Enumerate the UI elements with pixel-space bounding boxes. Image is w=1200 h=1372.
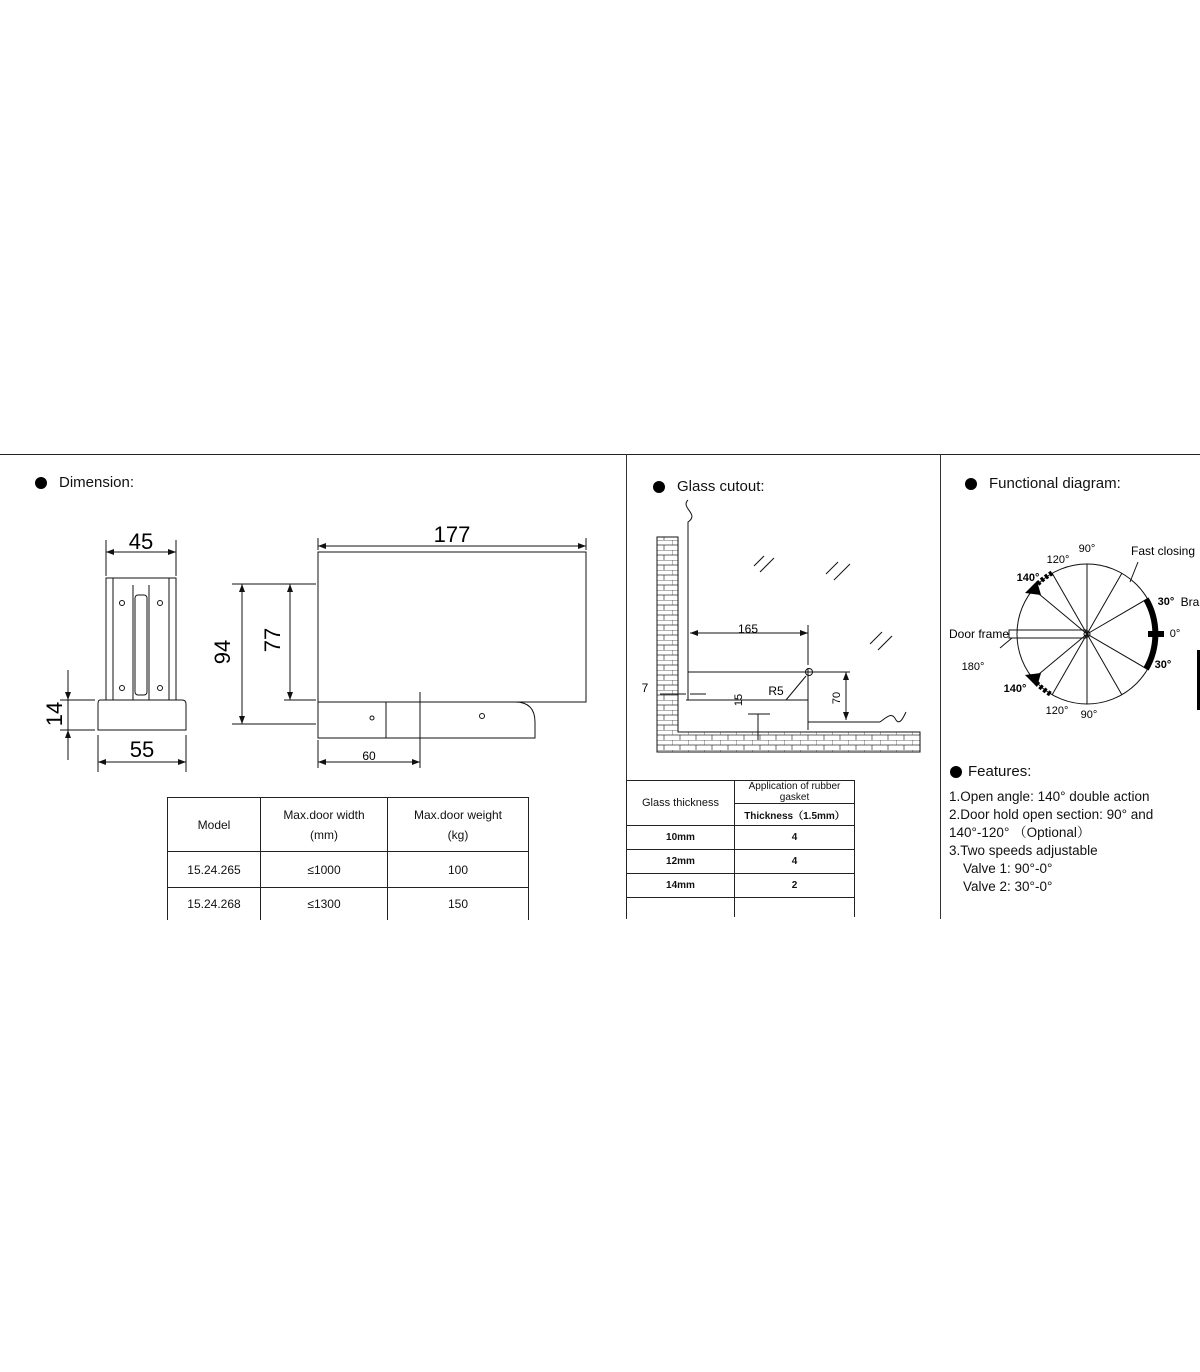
front-base [98, 700, 186, 730]
angle-90-top: 90° [1078, 543, 1096, 555]
side-body [318, 552, 586, 702]
door-frame-bar [1009, 630, 1087, 638]
door-frame-label: Door frame [948, 627, 1010, 641]
features-heading [950, 763, 1031, 780]
model-cell: 15.24.268 [168, 888, 261, 920]
model-table [167, 797, 529, 920]
angle-140-top: 140° [1016, 572, 1040, 584]
dim-77-label: 77 [260, 627, 285, 653]
gasket-cell: 4 [735, 850, 855, 874]
dim-177-label: 177 [433, 522, 471, 547]
cutout-165-label: 165 [737, 622, 759, 636]
dim-94-label: 94 [210, 639, 235, 665]
angle-180: 180° [961, 661, 985, 673]
angle-120-bottom: 120° [1045, 705, 1069, 717]
weight-cell: 100 [388, 852, 529, 888]
angle-0: 0° [1169, 628, 1181, 640]
glass-cell: 12mm [627, 850, 735, 874]
cutout-title: Glass cutout: [677, 478, 765, 495]
features-title: Features: [968, 763, 1032, 780]
gasket-cell: 4 [735, 826, 855, 850]
weight-header-label: Max.door weight [413, 807, 503, 822]
glass-cutout-drawing [628, 495, 938, 760]
width-header-unit: (mm) [310, 827, 338, 842]
width-header [261, 798, 388, 852]
gasket-subheader: Thickness（1.5mm） [735, 804, 855, 826]
dim-14-label: 14 [42, 701, 67, 727]
functional-title: Functional diagram: [989, 475, 1121, 492]
dim-60-label: 60 [362, 749, 376, 763]
angle-140-bottom: 140° [1003, 683, 1027, 695]
width-cell: ≤1000 [261, 852, 388, 888]
width-header-label: Max.door width [283, 807, 365, 822]
cutout-15-label: 15 [733, 693, 745, 707]
feature-item: 3.Two speeds adjustable [949, 843, 1098, 858]
width-cell: ≤1300 [261, 888, 388, 920]
gasket-table [626, 780, 855, 917]
bullet-icon [965, 478, 977, 490]
angle-30-top: 30° [1157, 596, 1175, 608]
dimension-heading [35, 474, 134, 491]
table-row [168, 888, 529, 920]
functional-diagram [942, 535, 1200, 725]
weight-header-unit: (kg) [447, 827, 469, 842]
bullet-icon [653, 481, 665, 493]
feature-item: Valve 2: 30°-0° [963, 879, 1053, 894]
functional-heading [965, 475, 1121, 492]
weight-header [388, 798, 529, 852]
dimension-drawing [0, 500, 620, 790]
gasket-header: Application of rubber gasket [735, 781, 855, 804]
fast-closing-label: Fast closing [1130, 544, 1196, 558]
glass-thickness-header: Glass thickness [627, 781, 735, 826]
brick-wall [657, 537, 920, 752]
front-body [106, 578, 176, 700]
dimension-title: Dimension: [59, 474, 135, 491]
cutout-heading [653, 478, 765, 495]
gasket-cell: 2 [735, 874, 855, 898]
table-row [627, 826, 855, 850]
dim-55-label: 55 [129, 737, 155, 762]
table-row [627, 850, 855, 874]
side-base [318, 702, 535, 738]
model-cell: 15.24.265 [168, 852, 261, 888]
glass-cell: 10mm [627, 826, 735, 850]
bullet-icon [35, 477, 47, 489]
cutout-7-label: 7 [641, 681, 649, 695]
braking-label: Bra [1180, 595, 1200, 609]
weight-cell: 150 [388, 888, 529, 920]
table-row [168, 852, 529, 888]
angle-30-bottom: 30° [1154, 659, 1172, 671]
cutout-70-label: 70 [831, 691, 843, 705]
empty-cell [735, 898, 855, 917]
dim-45-label: 45 [128, 529, 154, 554]
angle-120-top: 120° [1046, 554, 1070, 566]
section-divider-2 [940, 454, 941, 919]
model-header: Model [168, 798, 261, 852]
bullet-icon [950, 766, 962, 778]
feature-item: 1.Open angle: 140° double action [949, 789, 1150, 804]
glass-cell: 14mm [627, 874, 735, 898]
empty-cell [627, 898, 735, 917]
cutout-r5-label: R5 [768, 684, 784, 698]
table-row [627, 874, 855, 898]
feature-item: 140°-120° （Optional） [949, 825, 1091, 840]
features-list [949, 788, 1153, 896]
feature-item: 2.Door hold open section: 90° and [949, 807, 1154, 822]
angle-90-bottom: 90° [1080, 709, 1098, 721]
feature-item: Valve 1: 90°-0° [963, 861, 1053, 876]
top-rule [0, 454, 1200, 455]
